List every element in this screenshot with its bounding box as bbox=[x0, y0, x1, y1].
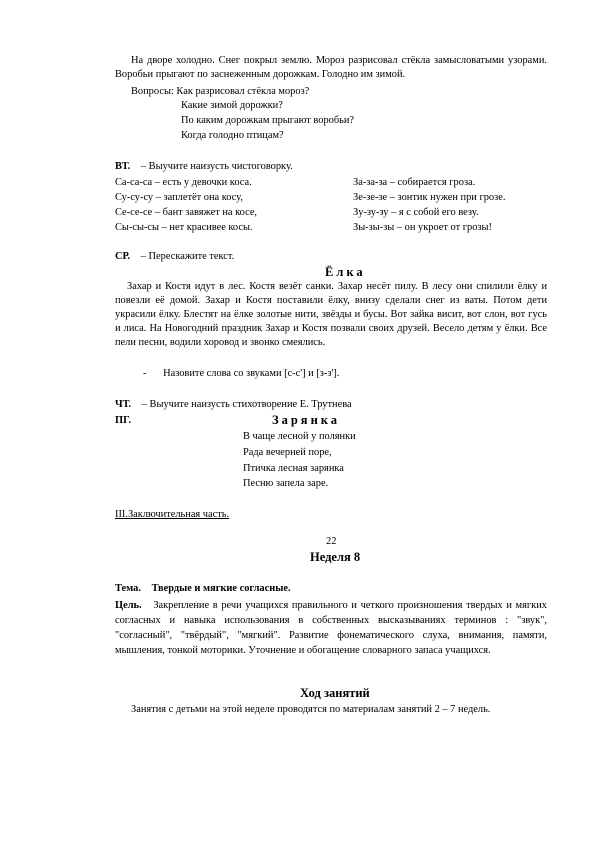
section-code-pg: ПГ. bbox=[115, 415, 132, 426]
goal-label: Цель. bbox=[115, 600, 142, 611]
poem-line: Песню запела заре. bbox=[243, 478, 329, 489]
lesson-text: Занятия с детьми на этой неделе проводятся по материалам занятий 2 – 7 недель. bbox=[131, 704, 491, 715]
retell-heading bbox=[115, 250, 234, 264]
page-number: 22 bbox=[326, 536, 337, 547]
section-code: СР. bbox=[115, 251, 131, 262]
lesson-title: Ход занятий bbox=[300, 686, 370, 700]
goal-text: Закрепление в речи учащихся правильного и четкого произношения твердых и мягких согласных и навыка использования в собственных высказываниях терминов : "звук", "согласный", "твёрдый", "мягкий". Развитие фонематического слуха, внимания, памяти, мышления, тонкой моторики. Уточнение и обогащение словарного запаса учащихся. bbox=[115, 600, 547, 656]
twister-left-line: Се-се-се – бант завяжет на косе, bbox=[115, 207, 258, 218]
theme-text: Твердые и мягкие согласные. bbox=[151, 583, 291, 594]
story-paragraph: Захар и Костя идут в лес. Костя везёт санки. Захар несёт пилу. В лесу они спилили ёлку и повезли её домой. Захар и Костя поставили ёлку, внизу сделали снег из ваты. Потом дети украсили ёлку. Блестят на ёлке золотые нити, звёзды и бусы. Вот зайка висит, вот слон, вот гусь и лиса. На Новогодний праздник Захар и Костя позвали своих друзей. Весело детям у ёлки. Все пели песни, водили хоровод и звонко смеялись. bbox=[115, 281, 547, 348]
poem-line: В чаще лесной у полянки bbox=[243, 431, 356, 442]
twister-right-line: Зу-зу-зу – я с собой его везу. bbox=[353, 207, 479, 218]
task-text: Назовите слова со звуками [с-с'] и [з-з']. bbox=[163, 368, 340, 379]
section-instruction: – Выучите наизусть стихотворение Е. Трутнева bbox=[141, 399, 352, 410]
story-title: Ёлка bbox=[325, 265, 366, 279]
tongue-twister-heading bbox=[115, 160, 293, 174]
section-instruction: – Перескажите текст. bbox=[140, 251, 235, 262]
theme-line bbox=[115, 582, 291, 596]
retell-task bbox=[143, 367, 339, 381]
question-item: По каким дорожкам прыгают воробьи? bbox=[181, 115, 355, 126]
poem-line: Птичка лесная зарянка bbox=[243, 463, 344, 474]
question-item: Какие зимой дорожки? bbox=[181, 100, 283, 111]
poem-title: Зарянка bbox=[272, 413, 341, 427]
twister-left-line: Сы-сы-сы – нет красивее косы. bbox=[115, 222, 253, 233]
task-dash: - bbox=[143, 368, 147, 379]
twister-left-line: Су-су-су – заплетёт она косу, bbox=[115, 192, 243, 203]
twister-right-line: Зе-зе-зе – зонтик нужен при грозе. bbox=[353, 192, 506, 203]
twister-right-line: Зы-зы-зы – он укроет от грозы! bbox=[353, 222, 492, 233]
week-title: Неделя 8 bbox=[310, 550, 361, 564]
theme-label: Тема. bbox=[115, 583, 141, 594]
twister-right-line: За-за-за – собирается гроза. bbox=[353, 177, 476, 188]
section-code: ВТ. bbox=[115, 161, 131, 172]
goal-paragraph bbox=[115, 598, 547, 658]
section-instruction: – Выучите наизусть чистоговорку. bbox=[140, 161, 293, 172]
poem-line: Рада вечерней поре, bbox=[243, 447, 332, 458]
questions-label: Вопросы: Как разрисовал стёкла мороз? bbox=[131, 86, 310, 97]
intro-paragraph: На дворе холодно. Снег покрыл землю. Мороз разрисовал стёкла замысловатыми узорами. Воробьи прыгают по заснеженным дорожкам. Голодно им зимой. bbox=[115, 55, 547, 80]
section-code: ЧТ. bbox=[115, 399, 132, 410]
twister-left-line: Са-са-са – есть у девочки коса. bbox=[115, 177, 252, 188]
question-item: Когда голодно птицам? bbox=[181, 130, 284, 141]
closing-part-heading: III.Заключительная часть. bbox=[115, 509, 230, 520]
poem-heading bbox=[115, 398, 352, 412]
